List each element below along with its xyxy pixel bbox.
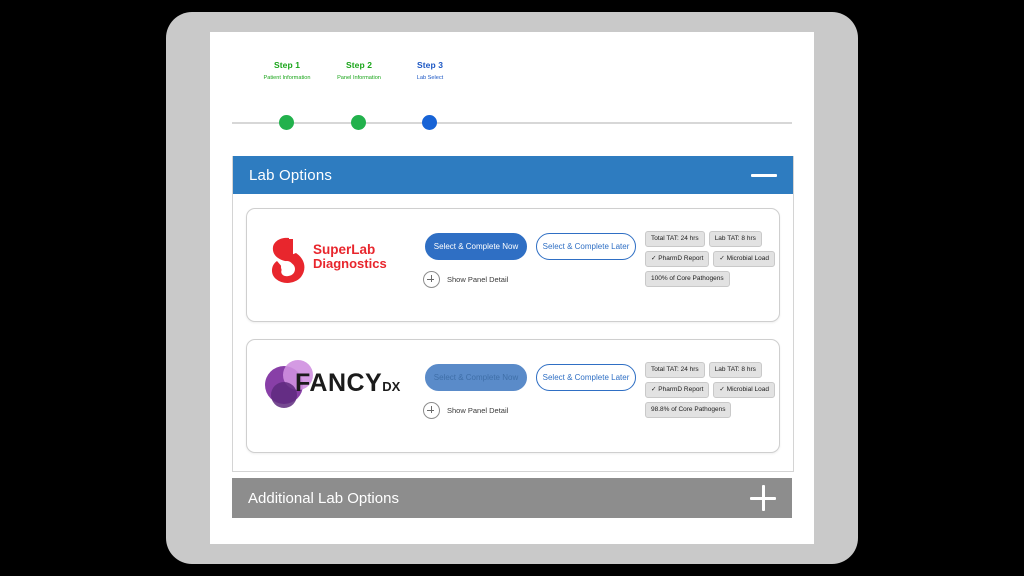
additional-lab-options-title: Additional Lab Options xyxy=(248,489,399,507)
plus-circle-icon xyxy=(423,402,440,419)
superlab-diagnostics-logo xyxy=(263,229,393,295)
superlab-mark-icon xyxy=(263,237,309,285)
lab-options-panel xyxy=(232,156,794,472)
show-panel-detail-label: Show Panel Detail xyxy=(447,275,509,284)
stepper-step-3[interactable] xyxy=(375,60,485,82)
step-3-dot[interactable] xyxy=(422,115,437,130)
show-panel-detail-label: Show Panel Detail xyxy=(447,406,509,415)
status-badge: ✓ PharmD Report xyxy=(645,251,709,267)
stepper-track xyxy=(232,122,792,124)
badge-row xyxy=(645,382,795,398)
status-badge: ✓ Microbial Load xyxy=(713,382,775,398)
badge-row xyxy=(645,271,795,287)
status-badge: Lab TAT: 8 hrs xyxy=(709,231,762,247)
badge-row xyxy=(645,362,795,378)
step-2-subtitle: Panel Information xyxy=(337,75,381,81)
step-3-title: Step 3 xyxy=(416,60,444,70)
status-badge: Lab TAT: 8 hrs xyxy=(709,362,762,378)
status-badge: Total TAT: 24 hrs xyxy=(645,231,705,247)
step-3-subtitle: Lab Select xyxy=(416,75,444,81)
superlab-name-line2: Diagnostics xyxy=(313,256,387,271)
additional-lab-options-header[interactable] xyxy=(232,478,792,518)
fancy-dx-logo xyxy=(263,360,401,426)
lab-card-fancydx[interactable] xyxy=(246,339,780,453)
minus-icon[interactable] xyxy=(751,174,777,177)
app-screen xyxy=(210,32,814,544)
status-badge: ✓ Microbial Load xyxy=(713,251,775,267)
fancy-circle-icon xyxy=(271,382,297,408)
fancy-wordmark xyxy=(295,370,400,400)
step-1-title: Step 1 xyxy=(273,60,301,70)
step-2-dot[interactable] xyxy=(351,115,366,130)
fancy-name-line1: FANCY xyxy=(295,369,383,397)
select-complete-later-button-superlab[interactable]: Select & Complete Later xyxy=(536,233,636,260)
plus-circle-icon xyxy=(423,271,440,288)
step-2-title: Step 2 xyxy=(345,60,373,70)
badge-row xyxy=(645,231,795,247)
lab-card-superlab[interactable] xyxy=(246,208,780,322)
badges-superlab xyxy=(645,231,795,291)
status-badge: Total TAT: 24 hrs xyxy=(645,362,705,378)
plus-icon[interactable] xyxy=(750,485,776,511)
step-1-dot[interactable] xyxy=(279,115,294,130)
badges-fancydx xyxy=(645,362,795,422)
show-panel-detail-fancydx[interactable] xyxy=(423,402,508,419)
step-1-subtitle: Patient Information xyxy=(263,75,311,81)
superlab-name-line1: SuperLab xyxy=(313,242,376,257)
select-complete-later-button-fancydx[interactable]: Select & Complete Later xyxy=(536,364,636,391)
device-frame xyxy=(166,12,858,564)
select-complete-now-button-fancydx[interactable]: Select & Complete Now xyxy=(425,364,527,391)
badge-row xyxy=(645,251,795,267)
fancy-name-line2: DX xyxy=(382,379,401,394)
superlab-wordmark xyxy=(313,243,387,271)
status-badge: 100% of Core Pathogens xyxy=(645,271,730,287)
select-complete-now-button-superlab[interactable]: Select & Complete Now xyxy=(425,233,527,260)
status-badge: ✓ PharmD Report xyxy=(645,382,709,398)
show-panel-detail-superlab[interactable] xyxy=(423,271,508,288)
lab-options-body xyxy=(233,194,793,471)
status-badge: 98.8% of Core Pathogens xyxy=(645,402,731,418)
badge-row xyxy=(645,402,795,418)
progress-stepper xyxy=(232,60,792,132)
lab-options-header[interactable] xyxy=(233,156,793,194)
lab-options-title: Lab Options xyxy=(249,166,333,184)
